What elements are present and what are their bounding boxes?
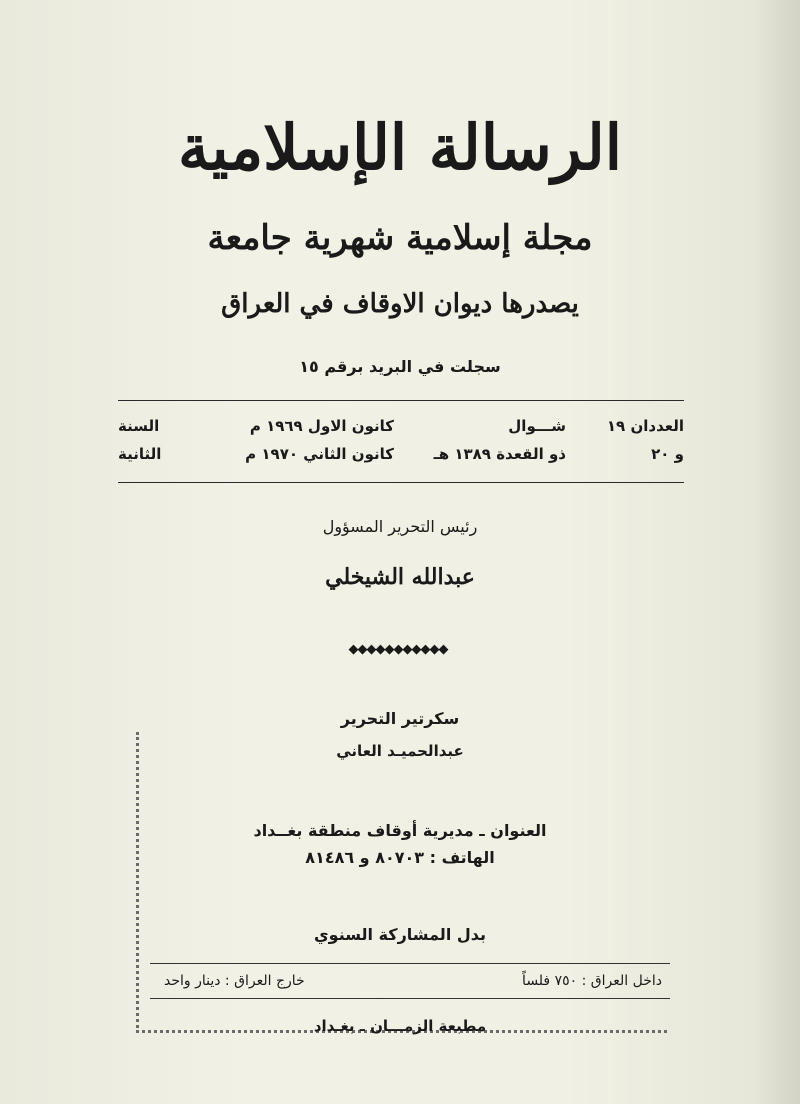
year-label: السنة: [118, 417, 160, 435]
price-outside-iraq: خارج العراق : دينار واحد: [164, 973, 305, 989]
issue-row-2: [118, 441, 684, 467]
gregorian-month-2: كانون الثاني ١٩٧٠ م: [245, 445, 394, 463]
hijri-month-2: ذو القعدة ١٣٨٩ هـ: [433, 445, 566, 463]
subscription-heading: بدل المشاركة السنوي: [314, 925, 486, 944]
ornament-diamonds: ◆◆◆◆◆◆◆◆◆◆◆: [348, 642, 448, 657]
divider-top: [118, 400, 684, 401]
divider-bottom: [118, 482, 684, 483]
subscription-prices: [150, 963, 670, 999]
issue-row-1: [118, 413, 684, 439]
year-value: الثانية: [118, 445, 162, 463]
price-inside-iraq: داخل العراق : ٧٥٠ فلساً: [522, 973, 662, 989]
printer-line: مطبعة الزمـــان ـ بغـداد: [313, 1017, 487, 1035]
magazine-title: الرسالة الإسلامية: [178, 111, 622, 184]
issue-number: العددان ١٩: [606, 417, 684, 435]
gregorian-month: كانون الاول ١٩٦٩ م: [249, 417, 394, 435]
postal-registration: سجلت في البريد برقم ١٥: [299, 357, 501, 376]
secretary-name: عبدالحميـد العاني: [336, 742, 464, 760]
editor-title: رئيس التحرير المسؤول: [322, 517, 478, 536]
editor-name: عبدالله الشيخلي: [325, 564, 475, 590]
hijri-month: شـــوال: [508, 417, 566, 435]
publisher-line: يصدرها ديوان الاوقاف في العراق: [221, 289, 579, 319]
secretary-title: سكرتير التحرير: [340, 709, 460, 728]
page-edge-shadow: [754, 0, 800, 1104]
phone-line: الهاتف : ٨٠٧٠٣ و ٨١٤٨٦: [305, 848, 495, 867]
issue-number-2: و ٢٠: [651, 445, 684, 463]
address-line: العنوان ـ مديرية أوقاف منطقة بغــداد: [253, 821, 547, 840]
magazine-subtitle: مجلة إسلامية شهرية جامعة: [207, 218, 593, 258]
